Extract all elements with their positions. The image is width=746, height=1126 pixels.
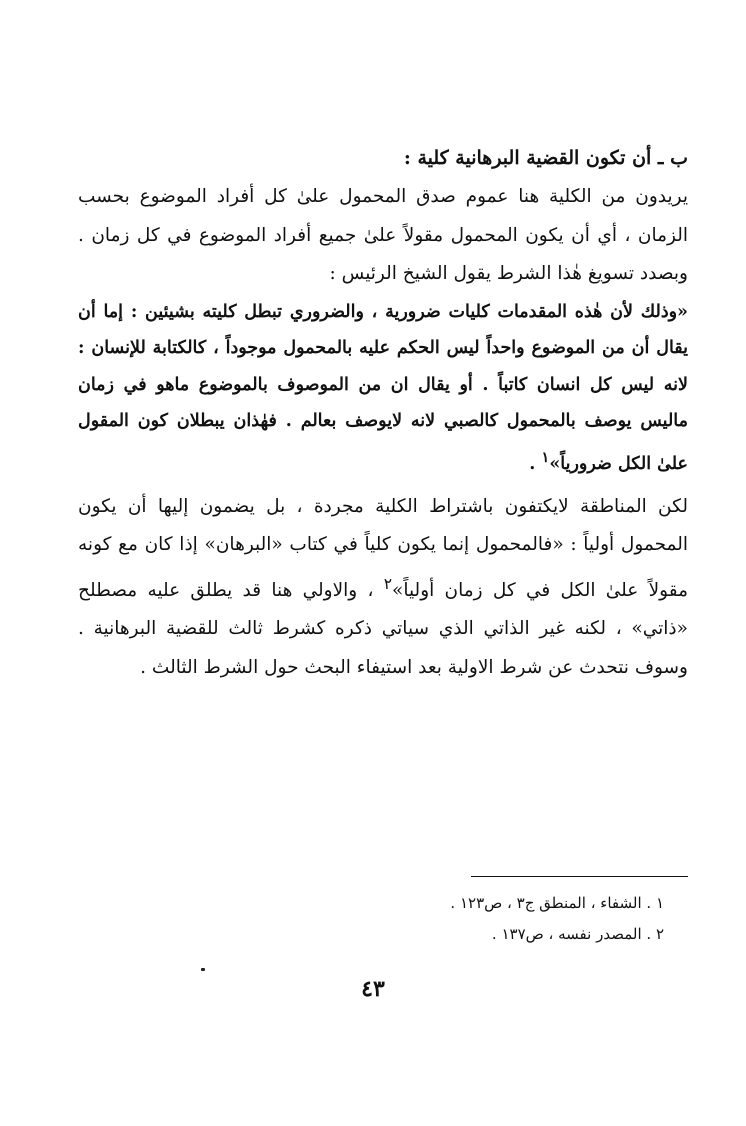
footnote-mark-2: ٢ bbox=[383, 574, 393, 593]
footnote-mark-1: ١ bbox=[541, 448, 550, 466]
quotation-end: . bbox=[529, 453, 542, 474]
footnote-1: ١ . الشفاء ، المنطق ج٣ ، ص١٢٣ . bbox=[450, 894, 664, 912]
page-number: ٤٣ bbox=[361, 976, 385, 1002]
paragraph-primacy bbox=[78, 488, 688, 688]
paragraph-primacy-text-a: لكن المناطقة لايكتفون باشتراط الكلية مجردة ، بل يضمون إليها أن يكون المحمول أولياً : «فالمحمول إنما يكون كلياً في كتاب «البرهان» إذا كان مع كونه مقولاً علىٰ الكل في كل زمان أولياً» bbox=[78, 495, 688, 601]
section-heading: ب ـ أن تكون القضية البرهانية كلية : bbox=[403, 147, 688, 169]
quotation-text: «وذلك لأن هٰذه المقدمات كليات ضرورية ، والضروري تبطل كليته بشيئين : إما أن يقال أن من الموضوع واحداً ليس الحكم عليه بالمحمول موجوداً ، كالكتابة للإنسان : لانه ليس كل انسان كاتباً . أو يقال ان من الموصوف بالموضوع ماهو في زمان ماليس يوصف بالمحمول كالصبي لانه لايوصف بعالم . فهٰذان يبطلان كون المقول علىٰ الكل ضرورياً» bbox=[78, 301, 688, 474]
footnote-divider bbox=[471, 876, 688, 877]
footnote-2: ٢ . المصدر نفسه ، ص١٣٧ . bbox=[491, 925, 664, 943]
paragraph-universality: يريدون من الكلية هنا عموم صدق المحمول علىٰ كل أفراد الموضوع بحسب الزمان ، أي أن يكون المحمول مقولاً علىٰ جميع أفراد الموضوع في كل زمان . وبصدد تسويغ هٰذا الشرط يقول الشيخ الرئيس : bbox=[78, 186, 688, 284]
paragraph-primacy-text-b: ، والاولي هنا قد يطلق عليه مصطلح «ذاتي» ، لكنه غير الذاتي الذي سياتي ذكره كشرط ثالث للقضية البرهانية . وسوف نتحدث عن شرط الاولية بعد استيفاء البحث حول الشرط الثالث . bbox=[78, 579, 688, 678]
avicenna-quotation bbox=[78, 294, 688, 482]
stray-ink-mark bbox=[201, 968, 205, 971]
footnotes-list bbox=[450, 888, 664, 950]
main-text bbox=[78, 138, 688, 687]
